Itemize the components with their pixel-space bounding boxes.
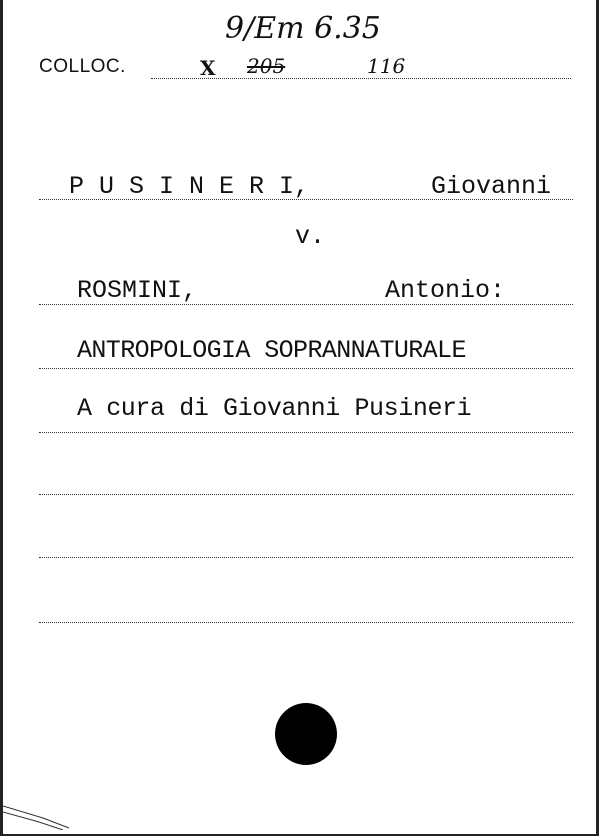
colloc-roman: X [200, 56, 216, 80]
title-rule [39, 368, 573, 369]
versus-marker: v. [295, 222, 326, 251]
colloc-handwritten-shelfmark: 9/Em 6.35 [225, 11, 381, 46]
colloc-label: COLLOC. [39, 56, 126, 77]
subject-given-name: Antonio: [385, 276, 506, 305]
colloc-struck-number: 205 [247, 54, 286, 78]
blank-rule-1 [39, 494, 573, 495]
editor-note: A cura di Giovanni Pusineri [77, 394, 472, 423]
author-surname: P U S I N E R I, [69, 172, 310, 201]
author-given-name: Giovanni [431, 172, 552, 201]
subject-rule [39, 304, 573, 305]
punch-hole [275, 703, 337, 765]
work-title: ANTROPOLOGIA SOPRANNATURALE [77, 336, 466, 365]
corner-scratch-mark [3, 800, 73, 830]
subject-surname: ROSMINI, [77, 276, 198, 305]
blank-rule-3 [39, 622, 573, 623]
colloc-current-number: 116 [367, 54, 406, 78]
blank-rule-2 [39, 557, 573, 558]
editor-rule [39, 432, 573, 433]
author-rule [39, 199, 573, 200]
